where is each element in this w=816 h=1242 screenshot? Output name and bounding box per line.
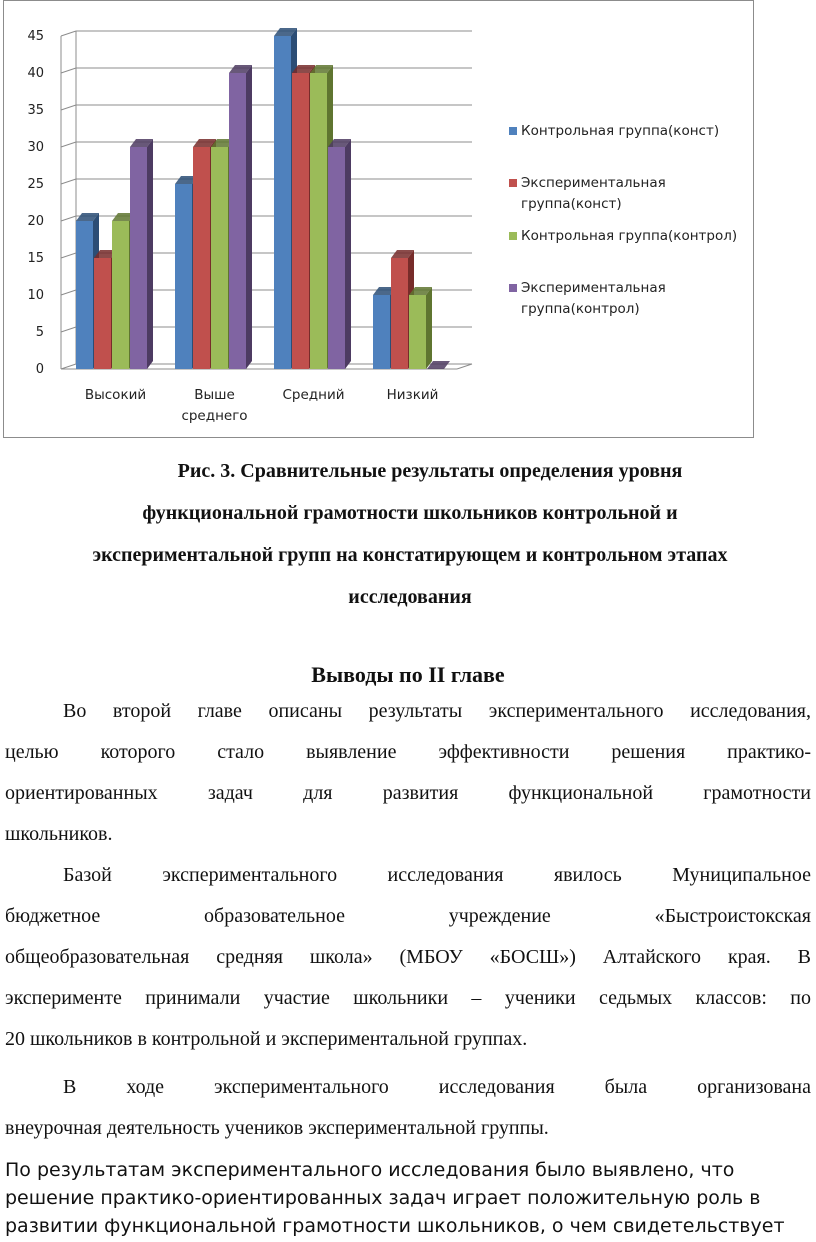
y-tick-label: 45: [27, 29, 44, 44]
caption-line: Рис. 3. Сравнительные результаты определения уровня: [177, 460, 683, 482]
gridline-side: [61, 31, 76, 36]
paragraph-line: бюджетное образовательное учреждение «Быстроистокская: [5, 905, 811, 927]
x-tick-label: Низкий: [386, 387, 439, 403]
legend-label: [521, 226, 761, 247]
legend-swatch: [509, 284, 517, 292]
y-tick-label: 10: [27, 288, 44, 303]
legend-swatch: [509, 232, 517, 240]
gridline-side: [61, 179, 76, 184]
legend-label-line: Контрольная группа(конст): [521, 123, 720, 139]
gridline-side: [61, 142, 76, 147]
final-paragraph-line: По результатам экспериментального исследования было выявлено, что: [5, 1159, 735, 1181]
chapter-conclusions-heading: Выводы по II главе: [311, 662, 505, 687]
y-tick-label: 35: [27, 103, 44, 118]
paragraph: [5, 1067, 811, 1149]
y-tick-label: 0: [35, 362, 44, 377]
paragraph: [5, 855, 811, 1060]
gridline-side: [61, 105, 76, 110]
legend-label-line: Экспериментальная: [521, 280, 666, 296]
paragraph-line: Базой экспериментального исследования явилось Муниципальное: [63, 864, 811, 886]
bar: [328, 139, 351, 369]
x-tick-label: Высокий: [84, 387, 147, 403]
chart-frame: [3, 0, 754, 438]
x-tick-label: среднего: [181, 408, 248, 424]
gridline-side: [61, 290, 76, 295]
paragraph-line: Во второй главе описаны результаты экспериментального исследования,: [63, 700, 811, 722]
y-tick-label: 25: [27, 177, 44, 192]
caption-line: функциональной грамотности школьников контрольной и: [142, 502, 678, 524]
caption-line: экспериментальной групп на констатирующем и контрольном этапах: [92, 544, 728, 566]
bar: [409, 287, 432, 369]
bar-chart: [4, 1, 755, 439]
legend-swatch: [509, 127, 517, 135]
x-tick-label: Средний: [282, 387, 345, 403]
paragraph-line: ориентированных задач для развития функциональной грамотности: [5, 782, 811, 804]
legend-label-line: группа(конст): [521, 196, 622, 212]
paragraph: [5, 691, 811, 855]
y-tick-label: 30: [27, 140, 44, 155]
final-paragraph-line: развитии функциональной грамотности школьников, о чем свидетельствует: [5, 1215, 785, 1237]
final-paragraph: [5, 1156, 811, 1240]
floor-edge: [457, 364, 472, 369]
paragraph-line: школьников.: [5, 823, 113, 845]
legend-label: [521, 278, 761, 320]
y-tick-label: 20: [27, 214, 44, 229]
legend-label: [521, 121, 761, 142]
gridline-side: [61, 68, 76, 73]
paragraph-line: общеобразовательная средняя школа» (МБОУ «БОСШ») Алтайского края. В: [5, 946, 811, 968]
final-paragraph-line: решение практико-ориентированных задач играет положительную роль в: [5, 1187, 761, 1209]
gridline-side: [61, 216, 76, 221]
bar: [130, 139, 153, 369]
caption-line: исследования: [348, 586, 472, 608]
paragraph-line: эксперименте принимали участие школьники – ученики седьмых классов: по: [5, 987, 811, 1009]
paragraph-line: внеурочная деятельность учеников экспериментальной группы.: [5, 1117, 549, 1139]
paragraph-line: 20 школьников в контрольной и экспериментальной группах.: [5, 1028, 528, 1050]
gridline-side: [61, 327, 76, 332]
y-tick-label: 15: [27, 251, 44, 266]
y-tick-label: 5: [35, 325, 44, 340]
gridline-side: [61, 364, 76, 369]
legend-label-line: Экспериментальная: [521, 175, 666, 191]
bar: [229, 65, 252, 369]
legend-label-line: группа(контрол): [521, 301, 640, 317]
x-tick-label: Выше: [194, 387, 235, 403]
legend-label: [521, 173, 761, 215]
gridline-side: [61, 253, 76, 258]
legend-label-line: Контрольная группа(контрол): [521, 228, 738, 244]
y-tick-label: 40: [27, 66, 44, 81]
paragraph-line: В ходе экспериментального исследования была организована: [63, 1076, 811, 1098]
paragraph-line: целью которого стало выявление эффективности решения практико-: [5, 741, 811, 763]
legend-swatch: [509, 179, 517, 187]
